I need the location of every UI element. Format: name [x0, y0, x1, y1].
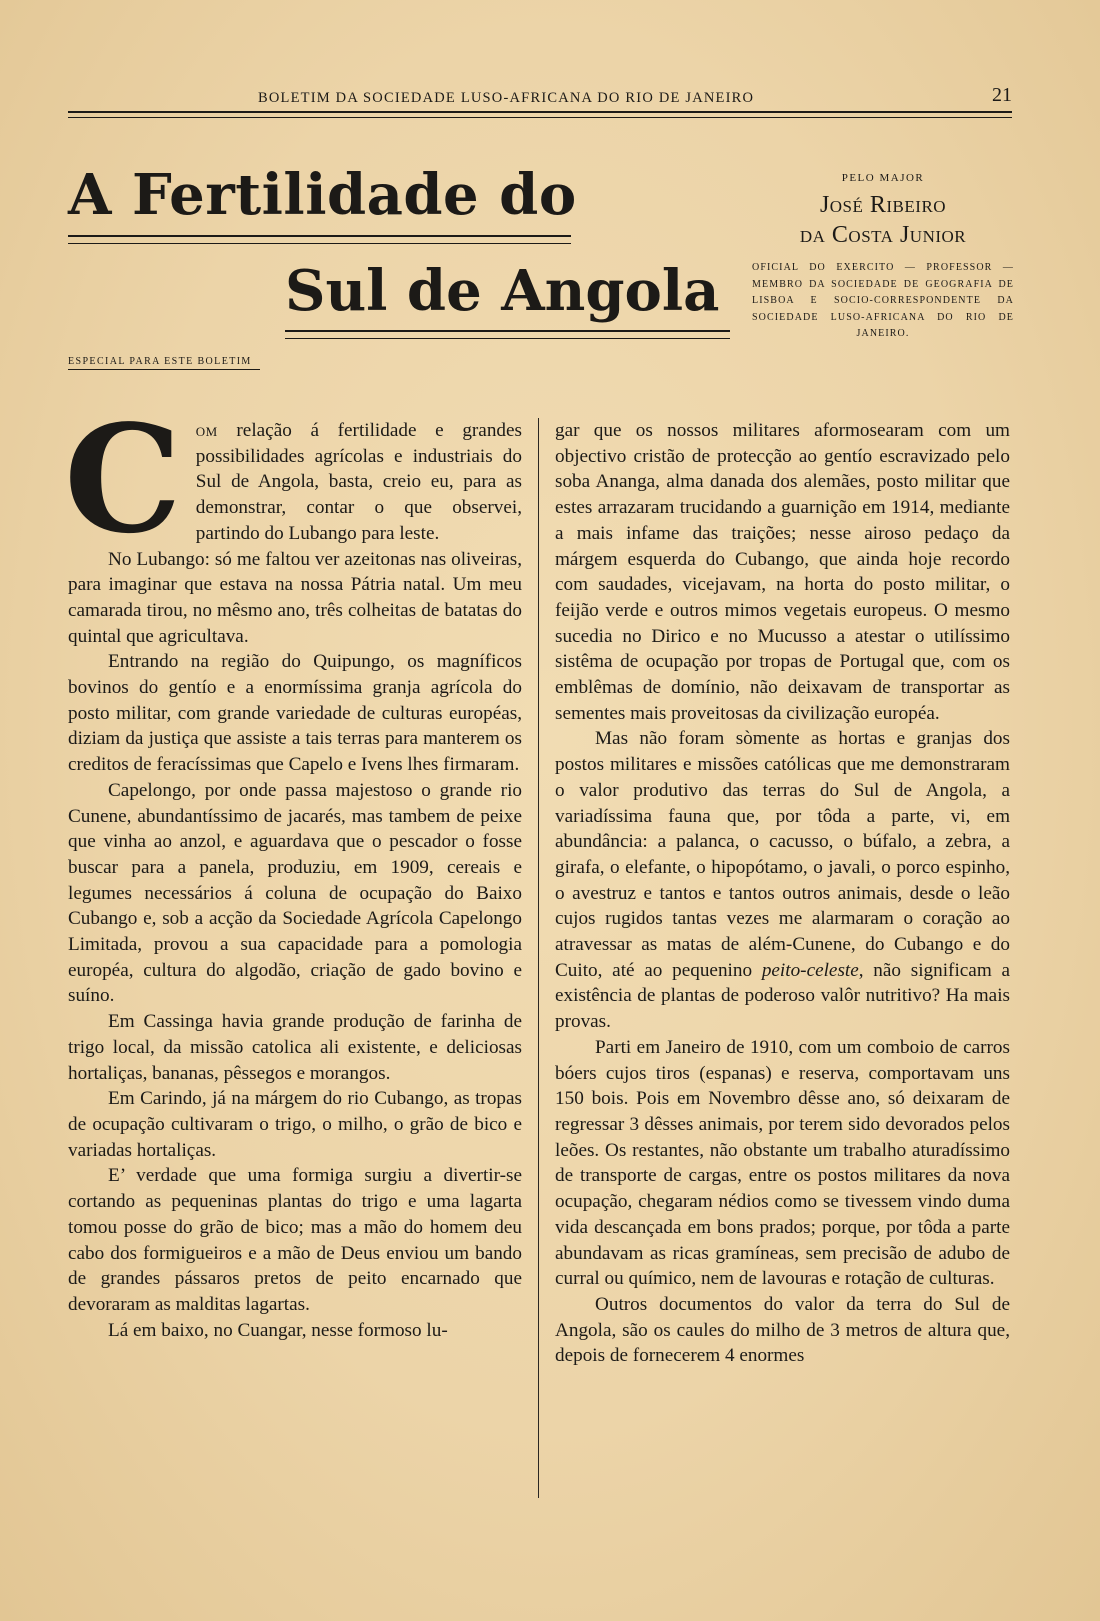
- right-column: [555, 418, 1010, 1369]
- paragraph-6: Em Carindo, já na márgem do rio Cubango, as tropas de ocupação cultivaram o trigo, o milho, o grão de bico e variadas hortaliças.: [68, 1088, 522, 1161]
- paragraph-9: gar que os nossos militares aformosearam com um objectivo cristão de protecção ao gentío escravizado pelo soba Ananga, alma danada dos alemães, posto militar que estes arrazaram trucidando a guarnição em 1914, mediante a mais infame das traições; nesse airoso pedaço da márgem esquerda do Cubango, que ainda hoje recordo com saudades, vicejavam, na horta do posto militar, o feijão verde e outros mimos vegetais europeus. O mesmo sucedia no Dirico e no Mucusso a atestar o utilíssimo sistêma de ocupação por tropas de Portugal que, com os emblêmas de domínio, não deixavam de transportar as sementes mais proveitosas da civilização européa.: [555, 420, 1010, 724]
- paragraph-5: Em Cassinga havia grande produção de farinha de trigo local, da missão catolica ali existente, e deliciosas hortaliças, bananas, pêssegos e morangos.: [68, 1011, 522, 1084]
- article-title-line2: Sul de Angola: [285, 258, 720, 324]
- left-column: [64, 392, 522, 1343]
- author-block: [752, 172, 1014, 343]
- journal-title: BOLETIM DA SOCIEDADE LUSO-AFRICANA DO RIO DE JANEIRO: [258, 90, 755, 106]
- running-head: [68, 82, 1012, 112]
- paragraph-11: Parti em Janeiro de 1910, com um comboio de carros bóers cujos tiros (espanas) e reserva, comportavam uns 150 bois. Pois em Novembro dêsse ano, só deixaram de regressar 3 dêsses animais, por terem sido devorados pelos leões. Os restantes, não obstante um trabalho aturadíssimo de transporte de cargas, entre os postos militares da nova ocupação, chegaram nédios como se tivessem vindo duma vida descançada em bons prados; porque, por tôda a parte abundavam as ricas gramíneas, sem precisão de adubo de curral ou químico, nem de lavouras e rotação de culturas.: [555, 1036, 1010, 1290]
- paragraph-10-italic: peito-celeste: [761, 959, 859, 981]
- paragraph-7: E’ verdade que uma formiga surgiu a divertir-se cortando as pequeninas plantas do trigo e uma lagarta tomou posse do grão de bico; mas a mão do homem deu cabo dos formigueiros e a mão de Deus enviou um bando de grandes pássaros pretos de peito encarnado que devoraram as malditas lagartas.: [68, 1165, 522, 1315]
- paragraph-12: Outros documentos do valor da terra do Sul de Angola, são os caules do milho de 3 metros de altura que, depois de fornecerem 4 enormes: [555, 1293, 1010, 1367]
- article-title-line1: A Fertilidade do: [68, 162, 577, 228]
- title-rule-bottom: [285, 330, 730, 339]
- special-label: ESPECIAL PARA ESTE BOLETIM: [68, 356, 260, 370]
- paragraph-10-text-b: , não significam a existência de plantas de poderoso valôr nutritivo? Ha mais provas.: [555, 959, 1010, 1033]
- paragraph-2: No Lubango: só me faltou ver azeitonas nas oliveiras, para imaginar que estava na nossa Pátria natal. Um meu camarada tirou, no mêsmo ano, três colheitas de batatas do quintal que agricultava.: [68, 548, 522, 647]
- paragraph-4: Capelongo, por onde passa majestoso o grande rio Cunene, abundantíssimo de jacarés, mas tambem de peixe que vinha ao anzol, e aguardava que o pescador o fosse buscar para a panela, produziu, em 1909, cereais e legumes necessários á coluna de ocupação do Baixo Cubango e, sob a acção da Sociedade Agrícola Capelongo Limitada, provou a sua capacidade para a pomologia européa, cultura do algodão, criação de gado bovino e suíno.: [68, 779, 522, 1007]
- paragraph-1-text: relação á fertilidade e grandes possibilidades agrícolas e industriais do Sul de Angola, basta, creio eu, para as demonstrar, contar o que observei, partindo do Lubango para leste.: [195, 420, 522, 544]
- author-credentials: OFICIAL DO EXERCITO — PROFESSOR — MEMBRO DA SOCIEDADE DE GEOGRAFIA DE LISBOA E SOCIO-CORRESPONDENTE DA SOCIEDADE LUSO-AFRICANA DO RIO DE JANEIRO.: [752, 262, 1014, 339]
- drop-cap: C: [64, 392, 182, 566]
- paragraph-1: [64, 392, 522, 566]
- paragraph-10-text-a: Mas não foram sòmente as hortas e granjas dos postos militares e missões católicas que me demonstraram o valor produtivo das terras do Sul de Angola, a variadíssima fauna que, por tôda a parte, vi, em abundância: a palanca, o cacusso, o búfalo, a zebra, a girafa, o elefante, o hipopótamo, o javali, o porco espinho, o avestruz e tantos e tantos outros animais, desde o leão cujos rugidos tantas vezes me alarmaram o coração ao atravessar as matas de além-Cunene, do Cubango e do Cuito, até ao pequenino: [555, 728, 1010, 981]
- title-rule-top: [68, 235, 571, 244]
- column-divider: [538, 418, 539, 1498]
- author-name-line2: da Costa Junior: [799, 222, 967, 248]
- paragraph-3: Entrando na região do Quipungo, os magníficos bovinos do gentío e a enormíssima granja agrícola do posto militar, com grande variedade de culturas européas, diziam da justiça que assiste a tais terras para manterem os creditos de feracíssimas que Capelo e Ivens lhes firmaram.: [68, 651, 522, 776]
- author-name-line1: José Ribeiro: [819, 192, 947, 218]
- page-number: 21: [992, 84, 1012, 106]
- paragraph-10: [555, 726, 1010, 1034]
- paragraph-8: Lá em baixo, no Cuangar, nesse formoso lu-: [108, 1319, 448, 1341]
- author-prefix: PELO MAJOR: [841, 172, 925, 184]
- first-word: om: [195, 420, 218, 441]
- header-rule: [68, 111, 1012, 113]
- header-rule-thin: [68, 117, 1012, 118]
